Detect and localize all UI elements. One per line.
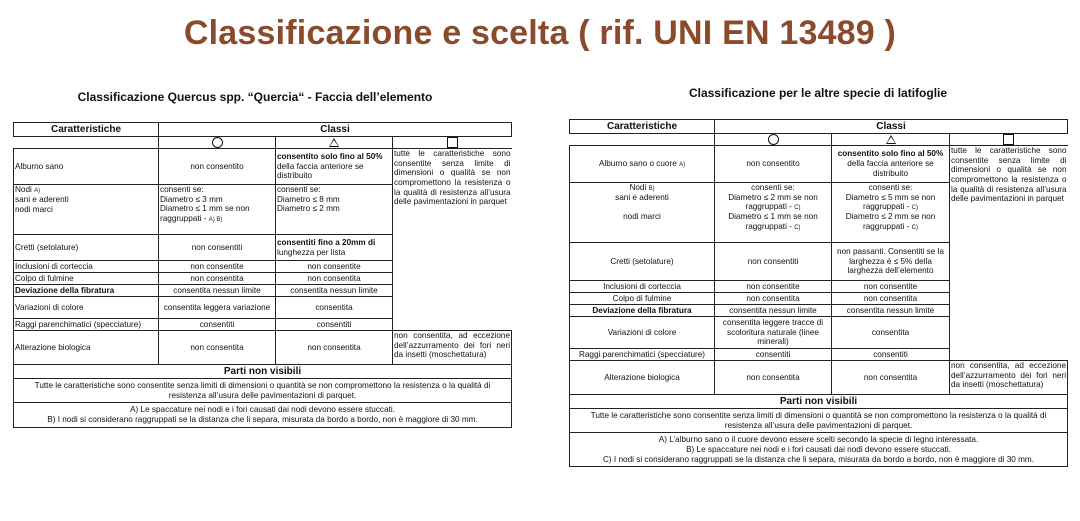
row-label: Raggi parenchimatici (specciature) <box>14 319 159 331</box>
notes-row <box>570 433 1068 467</box>
triangle-icon <box>329 138 339 147</box>
table-row <box>14 149 512 185</box>
circle-value: non consentita <box>715 361 832 395</box>
class-symbols-row <box>570 134 1068 146</box>
triangle-value: non consentite <box>276 261 393 273</box>
hidden-parts-title-row <box>570 395 1068 409</box>
triangle-value: consentiti fino a 20mm di lunghezza per lista <box>276 235 393 261</box>
characteristics-header: Caratteristiche <box>14 123 159 137</box>
row-label: Variazioni di colore <box>14 297 159 319</box>
row-label: Alburno sano <box>14 149 159 185</box>
class-triangle-cell <box>832 134 950 146</box>
row-label: Deviazione della fibratura <box>570 305 715 317</box>
square-icon <box>447 137 458 148</box>
circle-value: non consentita <box>159 273 276 285</box>
row-label: Colpo di fulmine <box>570 293 715 305</box>
class-triangle-cell <box>276 137 393 149</box>
row-label: Variazioni di colore <box>570 317 715 349</box>
triangle-value: non consentita <box>276 273 393 285</box>
characteristics-header: Caratteristiche <box>570 120 715 134</box>
class-circle-cell <box>159 137 276 149</box>
hardwood-classification-table <box>569 119 1068 467</box>
triangle-value: consentita <box>276 297 393 319</box>
triangle-value: consentiti <box>832 349 950 361</box>
circle-value: non consentiti <box>715 243 832 281</box>
row-label: Colpo di fulmine <box>14 273 159 285</box>
square-value: non consentita, ad eccezione dell’azzurramento dei fori neri da insetti (moschettatura) <box>393 331 512 365</box>
quercus-classification-table <box>13 122 512 428</box>
circle-value: consentita leggere tracce di scoloritura naturale (linee minerali) <box>715 317 832 349</box>
square-value: tutte le caratteristiche sono consentite senza limite di dimensioni o qualità se non compromettono la resistenza o la qualità di resistenza all’usura delle pavimentazioni in parquet <box>393 149 512 331</box>
class-square-cell <box>950 134 1068 146</box>
triangle-value: consentita nessun limite <box>276 285 393 297</box>
page-title: Classificazione e scelta ( rif. UNI EN 13489 ) <box>183 14 897 52</box>
hidden-parts-text: Tutte le caratteristiche sono consentite senza limiti di dimensioni o quantità se non compromettono la resistenza o la qualità di resistenza all’usura delle pavimentazioni di parquet. <box>570 409 1068 433</box>
triangle-value: consentito solo fino al 50% della faccia anteriore se distribuito <box>276 149 393 185</box>
circle-value: non consentita <box>159 331 276 365</box>
quercus-table-title: Classificazione Quercus spp. “Quercia“ - Faccia dell’elemento <box>77 90 433 104</box>
triangle-value: consentita nessun limite <box>832 305 950 317</box>
header-row <box>570 120 1068 134</box>
classes-header: Classi <box>159 123 512 137</box>
circle-value: consentita nessun limite <box>159 285 276 297</box>
quercus-classification-panel <box>13 90 511 428</box>
notes: A) L’alburno sano o il cuore devono essere scelti secondo la specie di legno interessata. B) Le spaccature nei nodi e i fori causati dai nodi devono essere stuccati. C) I nodi si considerano raggruppati se la distanza che li separa, misurata da bordo a bordo, non è maggiore di 30 mm. <box>570 433 1068 467</box>
empty-cell <box>14 137 159 149</box>
circle-icon <box>212 137 223 148</box>
row-label: Nodi A) sani e aderenti nodi marci <box>14 185 159 235</box>
triangle-value: consentito solo fino al 50% della faccia anteriore se distribuito <box>832 146 950 183</box>
circle-value: non consentito <box>715 146 832 183</box>
triangle-value: non consentita <box>832 361 950 395</box>
hardwood-table-title: Classificazione per le altre specie di latifoglie <box>688 86 948 100</box>
table-row <box>570 146 1068 183</box>
hidden-parts-text-row <box>14 379 512 403</box>
class-symbols-row <box>14 137 512 149</box>
row-label: Inclusioni di corteccia <box>570 281 715 293</box>
circle-value: consentiti <box>159 319 276 331</box>
table-row <box>14 331 512 365</box>
triangle-icon <box>886 135 896 144</box>
row-label: Nodi B) sani e aderenti nodi marci <box>570 183 715 243</box>
hidden-parts-text: Tutte le caratteristiche sono consentite senza limiti di dimensioni o quantità se non compromettono la resistenza o la qualità di resistenza all’usura delle pavimentazioni di parquet. <box>14 379 512 403</box>
row-label: Alterazione biologica <box>14 331 159 365</box>
notes: A) Le spaccature nei nodi e i fori causati dai nodi devono essere stuccati. B) I nodi si considerano raggruppati se la distanza che li separa, misurata da bordo a bordo, non è maggiore di 30 mm. <box>14 403 512 427</box>
classes-header: Classi <box>715 120 1068 134</box>
circle-value: non consentito <box>159 149 276 185</box>
square-icon <box>1003 134 1014 145</box>
hidden-parts-text-row <box>570 409 1068 433</box>
circle-value: non consentite <box>715 281 832 293</box>
triangle-value: non consentita <box>832 293 950 305</box>
square-value: tutte le caratteristiche sono consentite senza limite di dimensioni o qualità se non compromettono la resistenza o la qualità di resistenza all’usura delle pavimentazioni in parquet <box>950 146 1068 361</box>
notes-row <box>14 403 512 427</box>
hidden-parts-title-row <box>14 365 512 379</box>
hidden-parts-title: Parti non visibili <box>14 365 512 379</box>
hidden-parts-title: Parti non visibili <box>570 395 1068 409</box>
table-row <box>570 361 1068 395</box>
row-label: Raggi parenchimatici (specciature) <box>570 349 715 361</box>
row-label: Cretti (setolature) <box>570 243 715 281</box>
class-square-cell <box>393 137 512 149</box>
circle-value: non consentite <box>159 261 276 273</box>
circle-value: consenti se: Diametro ≤ 3 mm Diametro ≤ 1 mm se non raggruppati - A) B) <box>159 185 276 235</box>
circle-value: non consentita <box>715 293 832 305</box>
hardwood-classification-panel <box>569 86 1067 467</box>
triangle-value: non passanti. Consentiti se la larghezza é ≤ 5% della larghezza dell’elemento <box>832 243 950 281</box>
circle-value: non consentiti <box>159 235 276 261</box>
triangle-value: consentiti <box>276 319 393 331</box>
square-value: non consentita, ad eccezione dell’azzurramento dei fori neri da insetti (moschettatura) <box>950 361 1068 395</box>
circle-value: consenti se: Diametro ≤ 2 mm se non raggruppati - C) Diametro ≤ 1 mm se non raggruppati - C) <box>715 183 832 243</box>
triangle-value: non consentite <box>832 281 950 293</box>
triangle-value: consentita <box>832 317 950 349</box>
triangle-value: consenti se: Diametro ≤ 8 mm Diametro ≤ 2 mm <box>276 185 393 235</box>
row-label: Inclusioni di corteccia <box>14 261 159 273</box>
circle-value: consentiti <box>715 349 832 361</box>
circle-value: consentita nessun limite <box>715 305 832 317</box>
circle-icon <box>768 134 779 145</box>
circle-value: consentita leggera variazione <box>159 297 276 319</box>
row-label: Cretti (setolature) <box>14 235 159 261</box>
triangle-value: consenti se: Diametro ≤ 5 mm se non raggruppati - C) Diametro ≤ 2 mm se non raggruppati - C) <box>832 183 950 243</box>
row-label: Alterazione biologica <box>570 361 715 395</box>
header-row <box>14 123 512 137</box>
row-label: Alburno sano o cuore A) <box>570 146 715 183</box>
row-label: Deviazione della fibratura <box>14 285 159 297</box>
class-circle-cell <box>715 134 832 146</box>
triangle-value: non consentita <box>276 331 393 365</box>
empty-cell <box>570 134 715 146</box>
